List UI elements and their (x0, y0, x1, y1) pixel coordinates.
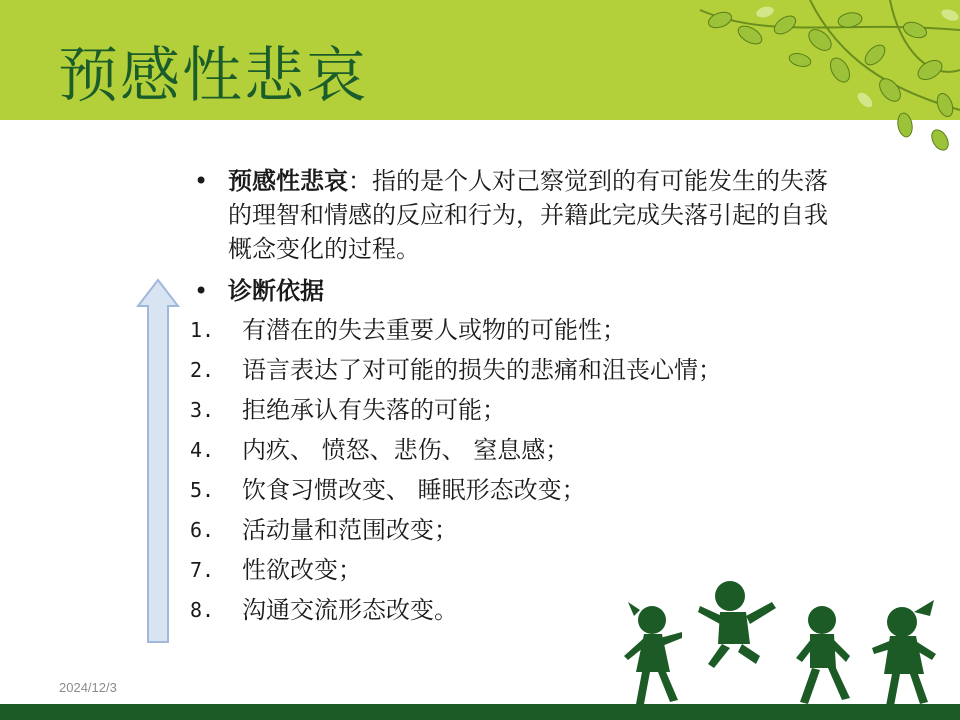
list-item (190, 310, 830, 350)
list-item (190, 430, 830, 470)
item-number: 5. (190, 478, 215, 502)
item-text: 沟通交流形态改变。 (242, 596, 458, 624)
item-number: 4. (190, 438, 215, 462)
item-number: 3. (190, 398, 215, 422)
footer-band (0, 704, 960, 720)
definition-label: 预感性悲哀 (228, 167, 348, 195)
item-number: 8. (190, 598, 215, 622)
bullet-diagnosis (190, 274, 830, 308)
slide-title: 预感性悲哀 (58, 41, 368, 111)
item-text: 拒绝承认有失落的可能； (242, 396, 506, 424)
item-number: 7. (190, 558, 215, 582)
item-text: 性欲改变； (242, 556, 362, 584)
list-item (190, 510, 830, 550)
list-item (190, 350, 830, 390)
item-text: 饮食习惯改变、 睡眠形态改变； (242, 476, 586, 504)
diagnosis-label: 诊断依据 (228, 277, 324, 305)
up-arrow-icon (136, 278, 180, 644)
item-text: 活动量和范围改变； (242, 516, 458, 544)
bullet-marker: • (194, 167, 209, 195)
slide-date: 2024/12/3 (59, 680, 117, 695)
item-text: 语言表达了对可能的损失的悲痛和沮丧心情； (242, 356, 722, 384)
item-number: 1. (190, 318, 215, 342)
item-number: 6. (190, 518, 215, 542)
list-item (190, 390, 830, 430)
item-text: 有潜在的失去重要人或物的可能性； (242, 316, 626, 344)
children-silhouettes (600, 572, 960, 712)
item-number: 2. (190, 358, 215, 382)
content-list (190, 164, 830, 630)
leaves-decoration (690, 0, 960, 160)
definition-text: 指的是个人对己察觉到的有可能发生的失落的理智和情感的反应和行为，并籍此完成失落引起的自我概念变化的过程。 (228, 167, 828, 263)
bullet-marker: • (194, 277, 209, 305)
list-item (190, 470, 830, 510)
definition-separator: ： (348, 167, 372, 195)
item-text: 内疚、 愤怒、悲伤、 窒息感； (242, 436, 570, 464)
bullet-definition (190, 164, 830, 266)
